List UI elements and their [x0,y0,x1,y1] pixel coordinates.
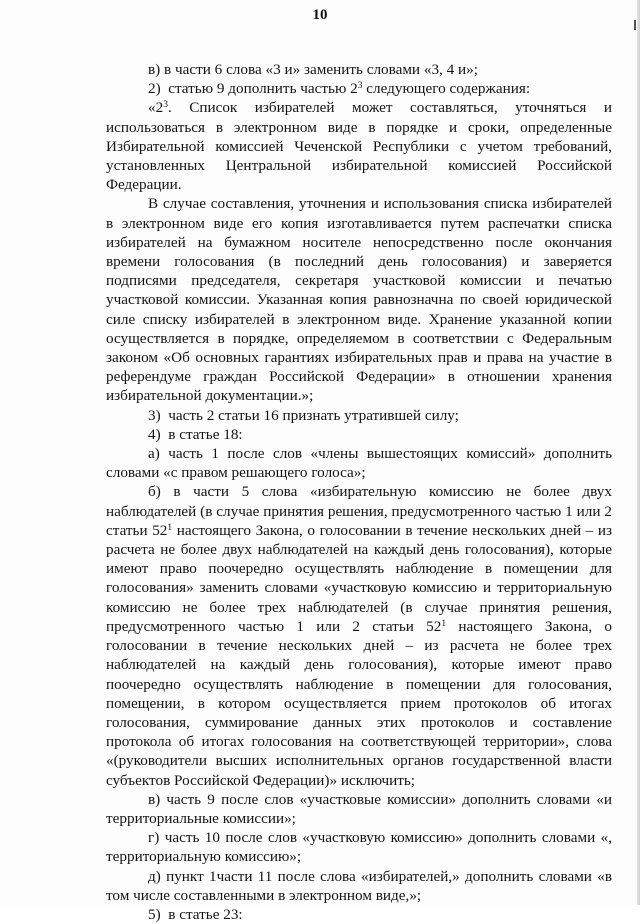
document-body [106,60,612,924]
paragraph-item-b: б) в части 5 слова «избирательную комиссию не более двух наблюдателей (в случае принятия решения, предусмотренного частью 1 или 2 статьи $52^1$ настоящего Закона, о голосовании в течение нескольких дней – из расчета не более двух наблюдателей на каждый день голосования), которые имеют право поочередно осуществлять наблюдение в помещении для голосования» заменить словами «участковую комиссию и территориальную комиссию не более трех наблюдателей (в случае принятия решения, предусмотренного частью 1 или 2 статьи $52^1$ настоящего Закона, о голосовании в течение нескольких дней – из расчета не более трех наблюдателей на каждый день голосования), которые имеют право поочередно осуществлять наблюдение в помещении для голосования, помещении, в котором осуществляется прием протоколов об итогах голосования, суммирование данных этих протоколов и составление протокола об итогах голосования на соответствующей территории», слова «(руководители высших исполнительных органов государственной власти субъектов Российской Федерации)» исключить; [106,483,612,789]
paragraph-item-a: а) часть 1 после слов «члены вышестоящих комиссий» дополнить словами «с правом решающего голоса»; [106,445,612,482]
paragraph-item-d: д) пункт 1части 11 после слова «избирателей,» дополнить словами «в том числе составленными в электронном виде,»; [106,867,612,904]
paragraph-item-5: 5) в статье 23: [148,905,243,923]
paragraph-item-v2: в) часть 9 после слов «участковые комиссии» дополнить словами «и территориальные комиссии»; [106,790,612,827]
paragraph-electronic-copy: В случае составления, уточнения и использования списка избирателей в электронном виде его копия изготавливается путем распечатки списка избирателей на бумажном носителе непосредственно после окончания времени голосования (в последний день голосования) и заверяется подписями председателя, секретаря участковой комиссии и печатью участковой комиссии. Указанная копия равнозначна по своей юридической силе списку избирателей в электронном виде. Хранение указанной копии осуществляется в порядке, определяемом в соответствии с Федеральным законом «Об основных гарантиях избирательных прав и права на участие в референдуме граждан Российской Федерации» в отношении хранения избирательной документации.»; [106,195,612,405]
paragraph-item-g: г) часть 10 после слов «участковую комиссию» дополнить словами «, территориальную комиссию»; [106,829,612,866]
paragraph-part-2-3: «$2^3$. Список избирателей может составляться, уточняться и использоваться в электронном виде в порядке и сроки, определенные Избирательной комиссией Чеченской Республики с учетом требований, установленных Центральной избирательной комиссией Российской Федерации. [106,99,612,194]
paragraph-item-2: 2) статью 9 дополнить частью $2^3$ следующего содержания: [148,80,531,98]
page-number: 10 [312,7,328,23]
paragraph-item-v: в) в части 6 слова «3 и» заменить словами «3, 4 и»; [148,61,478,78]
paragraph-item-3: 3) часть 2 статьи 16 признать утратившей силу; [148,406,459,424]
paragraph-item-4: 4) в статье 18: [148,425,243,443]
